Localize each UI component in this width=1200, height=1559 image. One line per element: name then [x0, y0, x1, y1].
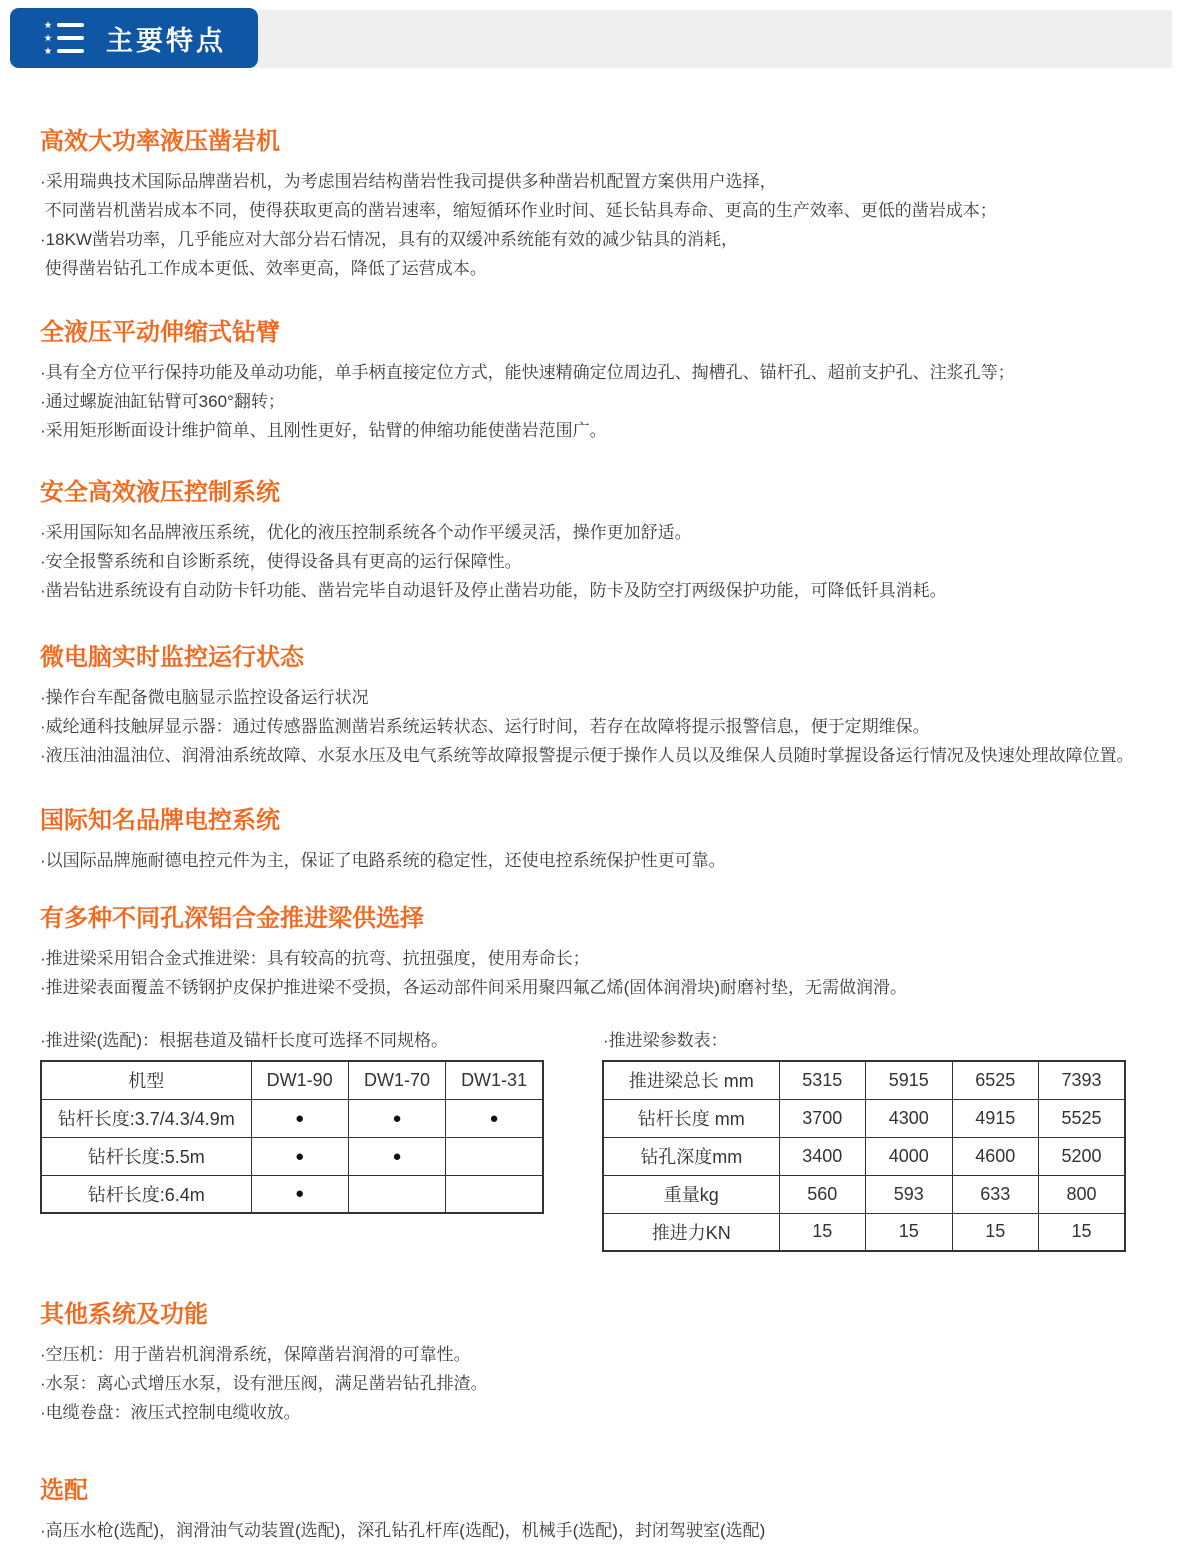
feature-section	[40, 1299, 1192, 1427]
bullet-line: 使得凿岩钻孔工作成本更低、效率更高，降低了运营成本。	[40, 259, 487, 278]
bullet-line: 不同凿岩机凿岩成本不同，使得获取更高的凿岩速率，缩短循环作业时间、延长钻具寿命、更高的生产效率、更低的凿岩成本；	[40, 201, 997, 220]
bullet-line: ·空压机：用于凿岩机润滑系统，保障凿岩润滑的可靠性。	[40, 1345, 471, 1364]
bullet-line: ·凿岩钻进系统设有自动防卡钎功能、凿岩完毕自动退钎及停止凿岩功能，防卡及防空打两级保护功能，可降低钎具消耗。	[40, 581, 947, 600]
table-cell: 钻杆长度:3.7/4.3/4.9m	[41, 1099, 251, 1137]
table-intros	[40, 1029, 1192, 1053]
table-cell: ●	[348, 1137, 445, 1175]
bullet-line: ·推进梁采用铝合金式推进梁：具有较高的抗弯、抗扭强度，使用寿命长；	[40, 949, 590, 968]
feature-section	[40, 642, 1192, 770]
table-cell	[446, 1175, 543, 1213]
model-compatibility-table	[40, 1060, 544, 1214]
table-cell: 15	[952, 1213, 1039, 1251]
feature-section	[40, 903, 1192, 1002]
feed-beam-parameters-table	[602, 1060, 1126, 1252]
list-icon	[44, 21, 84, 55]
table-row	[41, 1175, 543, 1213]
section-heading: 微电脑实时监控运行状态	[40, 644, 304, 671]
feature-section	[40, 477, 1192, 605]
section-heading: 其他系统及功能	[40, 1301, 208, 1328]
table-cell: 5525	[1039, 1099, 1126, 1137]
table-row	[41, 1061, 543, 1099]
table-cell: ●	[251, 1099, 348, 1137]
bullet-line: ·通过螺旋油缸钻臂可360°翻转；	[40, 392, 285, 411]
section-title-badge	[10, 8, 258, 68]
bullet-line: ·以国际品牌施耐德电控元件为主，保证了电路系统的稳定性，还使电控系统保护性更可靠。	[40, 851, 726, 870]
table-cell: 钻杆长度:6.4m	[41, 1175, 251, 1213]
table-cell: ●	[251, 1175, 348, 1213]
section-heading: 有多种不同孔深铝合金推进梁供选择	[40, 905, 424, 932]
table-cell: 3400	[779, 1137, 866, 1175]
table-header-cell: DW1-31	[446, 1061, 543, 1099]
table-cell: 5315	[779, 1061, 866, 1099]
feature-sections-top	[40, 126, 1192, 1002]
section-heading: 安全高效液压控制系统	[40, 479, 280, 506]
table-row	[603, 1137, 1125, 1175]
section-heading: 选配	[40, 1477, 88, 1504]
table-cell: 4600	[952, 1137, 1039, 1175]
bullet-line: ·采用矩形断面设计维护简单、且刚性更好，钻臂的伸缩功能使凿岩范围广。	[40, 421, 607, 440]
table-cell: 15	[1039, 1213, 1126, 1251]
bullet-line: ·液压油油温油位、润滑油系统故障、水泵水压及电气系统等故障报警提示便于操作人员以及维保人员随时掌握设备运行情况及快速处理故障位置。	[40, 746, 1134, 765]
bullet-line: ·高压水枪(选配)，润滑油气动装置(选配)，深孔钻孔杆库(选配)，机械手(选配)，封闭驾驶室(选配)	[40, 1521, 766, 1540]
table-header-cell: 机型	[41, 1061, 251, 1099]
table-header-cell: DW1-70	[348, 1061, 445, 1099]
table-row	[603, 1099, 1125, 1137]
bullet-line: ·采用国际知名品牌液压系统，优化的液压控制系统各个动作平缓灵活，操作更加舒适。	[40, 523, 692, 542]
table-row	[603, 1061, 1125, 1099]
table-cell: 推进梁总长 mm	[603, 1061, 779, 1099]
table-row	[41, 1137, 543, 1175]
table-cell: 钻孔深度mm	[603, 1137, 779, 1175]
table-cell: ●	[251, 1137, 348, 1175]
table-cell: 7393	[1039, 1061, 1126, 1099]
table-cell: ●	[446, 1099, 543, 1137]
table-cell: ●	[348, 1099, 445, 1137]
left-table-intro: ·推进梁(选配)：根据巷道及锚杆长度可选择不同规格。	[40, 1031, 448, 1050]
bullet-line: ·安全报警系统和自诊断系统，使得设备具有更高的运行保障性。	[40, 552, 522, 571]
table-cell: 800	[1039, 1175, 1126, 1213]
feature-sections-bottom	[40, 1299, 1192, 1545]
bullet-line: ·18KW凿岩功率，几乎能应对大部分岩石情况，具有的双缓冲系统能有效的减少钻具的消耗，	[40, 230, 738, 249]
table-cell: 5915	[866, 1061, 953, 1099]
bullet-line: ·电缆卷盘：液压式控制电缆收放。	[40, 1403, 301, 1422]
table-row	[603, 1213, 1125, 1251]
bullet-line: ·水泵：离心式增压水泵，设有泄压阀，满足凿岩钻孔排渣。	[40, 1374, 488, 1393]
table-cell: 6525	[952, 1061, 1039, 1099]
feature-section	[40, 126, 1192, 283]
content	[0, 126, 1200, 1545]
bullet-line: ·操作台车配备微电脑显示监控设备运行状况	[40, 688, 369, 707]
tables-row	[40, 1060, 1192, 1252]
table-cell: 推进力KN	[603, 1213, 779, 1251]
table-cell: 5200	[1039, 1137, 1126, 1175]
table-cell: 560	[779, 1175, 866, 1213]
bullet-line: ·威纶通科技触屏显示器：通过传感器监测凿岩系统运转状态、运行时间，若存在故障将提示报警信息，便于定期维保。	[40, 717, 930, 736]
table-cell: 4000	[866, 1137, 953, 1175]
feature-section	[40, 1475, 1192, 1545]
table-cell	[348, 1175, 445, 1213]
table-cell	[446, 1137, 543, 1175]
section-heading: 国际知名品牌电控系统	[40, 807, 280, 834]
table-cell: 4300	[866, 1099, 953, 1137]
feature-section	[40, 317, 1192, 445]
bullet-line: ·具有全方位平行保持功能及单动功能，单手柄直接定位方式，能快速精确定位周边孔、掏槽孔、锚杆孔、超前支护孔、注浆孔等；	[40, 363, 1015, 382]
table-row	[603, 1175, 1125, 1213]
right-table-intro: ·推进梁参数表：	[603, 1031, 728, 1050]
table-cell: 钻杆长度:5.5m	[41, 1137, 251, 1175]
header-band	[10, 10, 1172, 68]
feature-section	[40, 805, 1192, 875]
table-cell: 重量kg	[603, 1175, 779, 1213]
table-cell: 633	[952, 1175, 1039, 1213]
page-title: 主要特点	[106, 25, 226, 56]
table-cell: 15	[866, 1213, 953, 1251]
table-cell: 593	[866, 1175, 953, 1213]
table-cell: 4915	[952, 1099, 1039, 1137]
section-heading: 全液压平动伸缩式钻臂	[40, 319, 280, 346]
bullet-line: ·采用瑞典技术国际品牌凿岩机，为考虑围岩结构凿岩性我司提供多种凿岩机配置方案供用户选择，	[40, 172, 777, 191]
tables-area	[40, 1029, 1192, 1252]
table-row	[41, 1099, 543, 1137]
table-header-cell: DW1-90	[251, 1061, 348, 1099]
table-cell: 3700	[779, 1099, 866, 1137]
section-heading: 高效大功率液压凿岩机	[40, 128, 280, 155]
bullet-line: ·推进梁表面覆盖不锈钢护皮保护推进梁不受损，各运动部件间采用聚四氟乙烯(固体润滑块)耐磨衬垫，无需做润滑。	[40, 978, 907, 997]
table-cell: 钻杆长度 mm	[603, 1099, 779, 1137]
table-cell: 15	[779, 1213, 866, 1251]
